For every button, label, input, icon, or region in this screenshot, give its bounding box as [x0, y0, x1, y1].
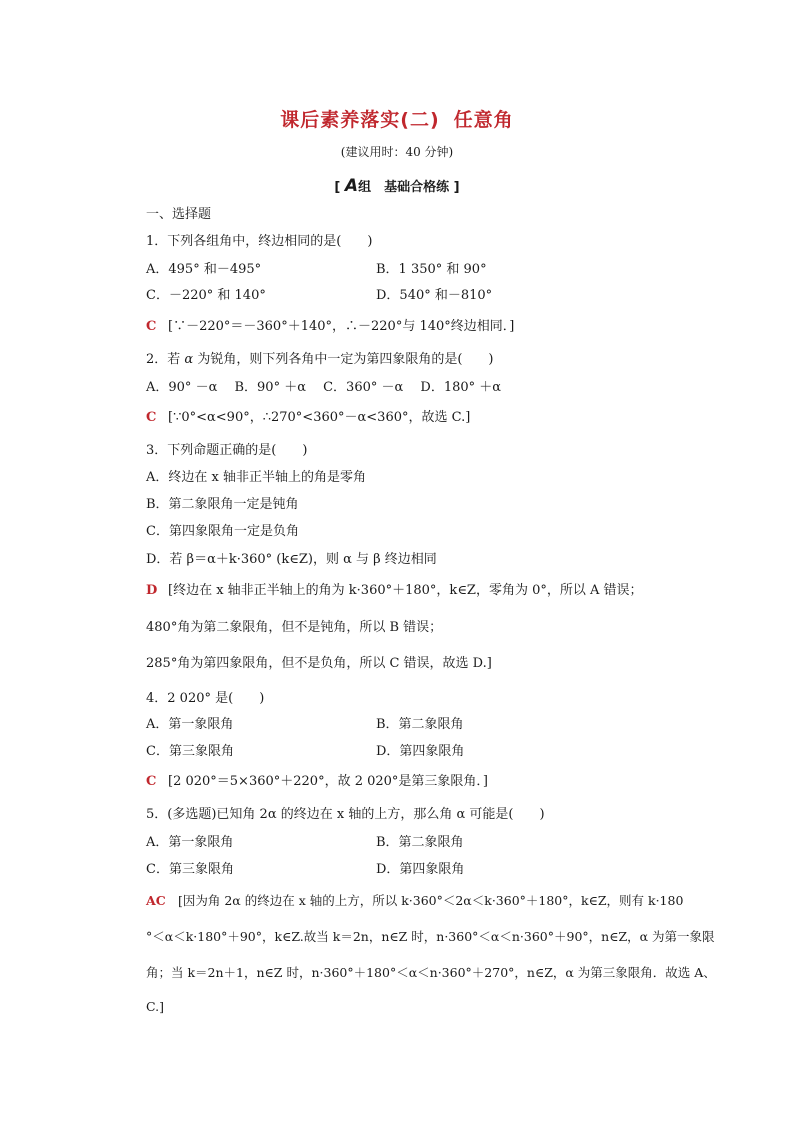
q4-option-c: C．第三象限角 [146, 744, 234, 759]
q1-answer [146, 318, 514, 336]
q5-option-d: D．第四象限角 [376, 862, 465, 877]
q3-answer [146, 582, 643, 600]
q4-option-d: D．第四象限角 [376, 744, 465, 759]
q4-answer-key: C [146, 774, 157, 789]
title-topic: 任意角 [453, 109, 514, 131]
q3-explanation-line-2: 480°角为第二象限角，但不是钝角，所以 B 错误； [146, 620, 443, 635]
q4-option-a: A．第一象限角 [146, 717, 234, 732]
section-heading: 一、选择题 [146, 207, 212, 222]
q5-explanation-line-2: °＜α＜k·180°＋90°，k∈Z.故当 k＝2n，n∈Z 时，n·360°＜α＜n·360°＋90°，n∈Z，α 为第一象限 [146, 929, 715, 944]
q3-answer-key: D [146, 583, 158, 598]
q3-option-c: C．第四象限角一定是负角 [146, 524, 299, 539]
title-main: 课后素养落实(二) [280, 109, 440, 131]
q2-options: A．90° －α B．90° ＋α C．360° －α D．180° ＋α [146, 380, 502, 395]
q5-answer [146, 892, 683, 910]
q2-answer [146, 409, 470, 427]
q1-answer-key: C [146, 319, 157, 334]
q3-option-d: D．若 β＝α＋k·360° (k∈Z)，则 α 与 β 终边相同 [146, 552, 437, 567]
q5-option-a: A．第一象限角 [146, 835, 234, 850]
q1-stem: 1．下列各组角中，终边相同的是( ) [146, 234, 373, 249]
q1-option-d: D．540° 和－810° [376, 288, 493, 303]
q1-explanation: [∵－220°＝－360°＋140°，∴－220°与 140°终边相同．] [168, 319, 515, 334]
q3-option-a: A．终边在 x 轴非正半轴上的角是零角 [146, 470, 366, 485]
q5-explanation-line-4: C.] [146, 999, 164, 1014]
q5-option-c: C．第三象限角 [146, 862, 234, 877]
q5-stem: 5．(多选题)已知角 2α 的终边在 x 轴的上方，那么角 α 可能是( ) [146, 807, 545, 822]
group-heading: [ A组 基础合格练 ] [334, 176, 460, 196]
q3-explanation-line-1: [终边在 x 轴非正半轴上的角为 k·360°＋180°，k∈Z，零角为 0°，所以 A 错误； [168, 583, 643, 598]
q4-stem: 4．2 020° 是( ) [146, 691, 265, 706]
q5-explanation-line-1: [因为角 2α 的终边在 x 轴的上方，所以 k·360°＜2α＜k·360°＋180°，k∈Z，则有 k·180 [178, 893, 684, 908]
q3-option-b: B．第二象限角一定是钝角 [146, 497, 299, 512]
group-a-mark: A [344, 176, 359, 196]
q3-stem: 3．下列命题正确的是( ) [146, 443, 308, 458]
q5-explanation-line-3: 角；当 k＝2n＋1，n∈Z 时，n·360°＋180°＜α＜n·360°＋270°，n∈Z，α 为第三象限角．故选 A、 [146, 965, 716, 980]
q4-explanation: [2 020°＝5×360°＋220°，故 2 020°是第三象限角．] [168, 774, 488, 789]
q4-option-b: B．第二象限角 [376, 717, 464, 732]
q3-explanation-line-3: 285°角为第四象限角，但不是负角，所以 C 错误，故选 D.] [146, 656, 492, 671]
group-label: 组 基础合格练 [358, 180, 450, 195]
q1-option-b: B．1 350° 和 90° [376, 262, 487, 277]
q5-answer-key: AC [146, 893, 166, 908]
q2-stem: 2．若 α 为锐角，则下列各角中一定为第四象限角的是( ) [146, 352, 494, 367]
suggested-time: (建议用时：40 分钟) [340, 145, 454, 159]
q2-explanation: [∵0°<α<90°，∴270°<360°－α<360°，故选 C.] [168, 410, 471, 425]
q5-option-b: B．第二象限角 [376, 835, 464, 850]
q4-answer [146, 773, 488, 791]
q1-option-c: C．－220° 和 140° [146, 288, 266, 303]
q1-option-a: A．495° 和－495° [146, 262, 262, 277]
q2-answer-key: C [146, 410, 157, 425]
page-title [0, 105, 794, 132]
